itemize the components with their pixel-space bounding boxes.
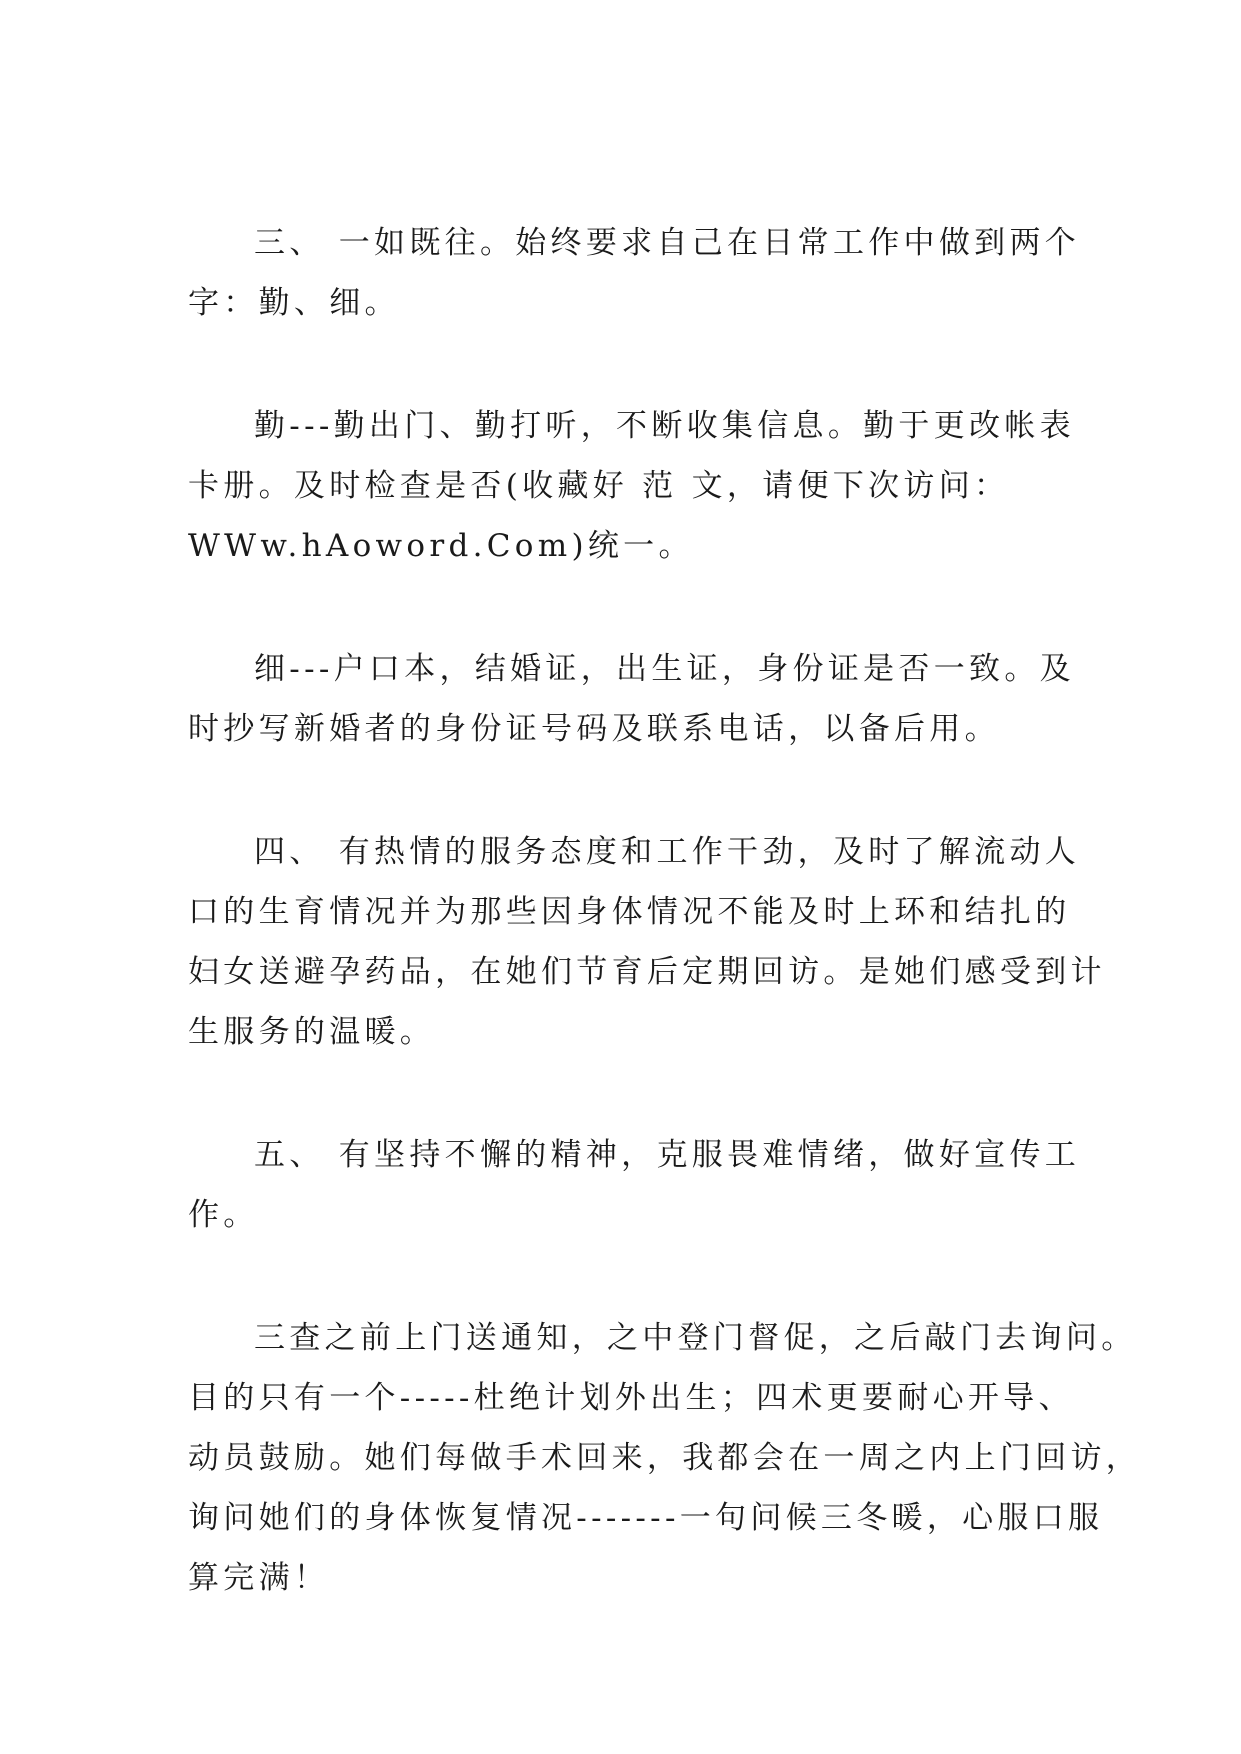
text-line: 三、 一如既往。始终要求自己在日常工作中做到两个 [254,225,1081,261]
text-line: 勤---勤出门、勤打听，不断收集信息。勤于更改帐表 [254,408,1075,444]
text-line: 目的只有一个-----杜绝计划外出生；四术更要耐心开导、 [188,1380,1074,1416]
text-line: 三查之前上门送通知，之中登门督促，之后敲门去询问。 [254,1320,1137,1356]
text-line: 口的生育情况并为那些因身体情况不能及时上环和结扎的 [188,894,1071,930]
paragraph-3 [188,213,1081,333]
text-line: 生服务的温暖。 [188,1014,436,1050]
document-body [188,213,1142,1671]
text-line: 作。 [188,1197,259,1233]
paragraph-xi [188,639,1075,759]
text-line: WWw.hAoword.Com)统一。 [188,528,694,564]
paragraph-sancha [188,1308,1142,1608]
text-line: 细---户口本，结婚证，出生证，身份证是否一致。及 [254,651,1075,687]
text-line: 妇女送避孕药品，在她们节育后定期回访。是她们感受到计 [188,954,1106,990]
paragraph-5 [188,1125,1081,1245]
text-line: 算完满！ [188,1560,330,1596]
text-line: 字：勤、细。 [188,285,400,321]
text-line: 五、 有坚持不懈的精神，克服畏难情绪，做好宣传工 [254,1137,1081,1173]
text-line: 时抄写新婚者的身份证号码及联系电话，以备后用。 [188,711,1000,747]
paragraph-4 [188,822,1106,1062]
text-line: 询问她们的身体恢复情况-------一句问候三冬暖，心服口服 [188,1500,1104,1536]
text-line: 卡册。及时检查是否(收藏好 范 文，请便下次访问： [188,468,1010,504]
paragraph-qin [188,396,1075,576]
text-line: 四、 有热情的服务态度和工作干劲，及时了解流动人 [254,834,1081,870]
text-line: 动员鼓励。她们每做手术回来，我都会在一周之内上门回访， [188,1440,1142,1476]
